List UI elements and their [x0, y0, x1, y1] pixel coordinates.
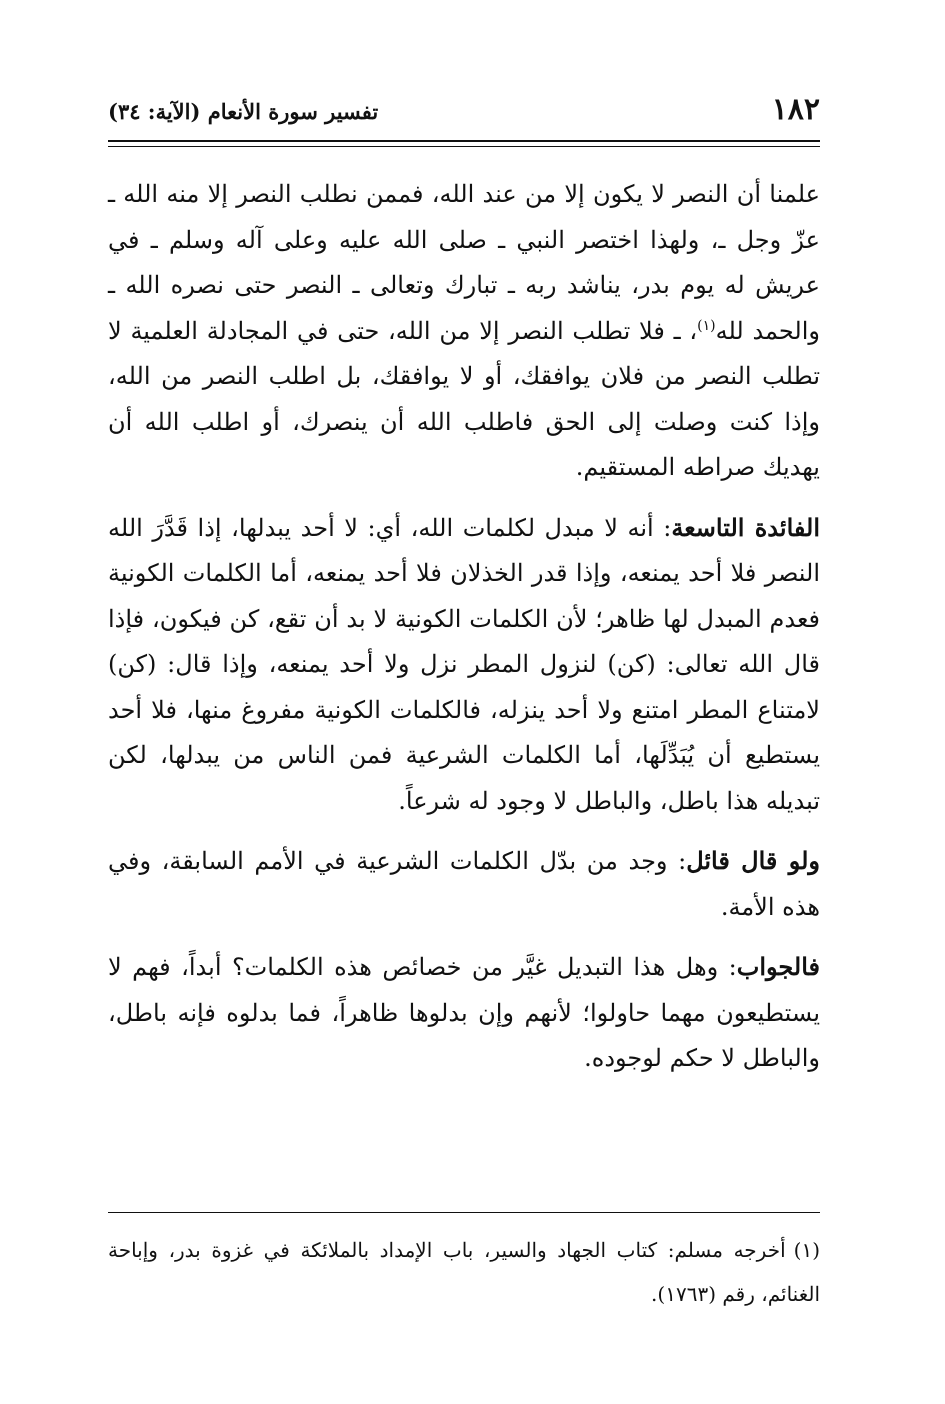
paragraph-1-text: علمنا أن النصر لا يكون إلا من عند الله، فممن نطلب النصر إلا منه الله ـ عزّ وجل ـ، ولهذا اختصر النبي ـ صلى الله عليه وعلى آله وسلم ـ في عريش له يوم بدر، يناشد ربه ـ تبارك وتعالى ـ النصر حتى نصره الله ـ والحمد لله — [108, 180, 820, 345]
page-header — [108, 92, 820, 136]
header-rule-top — [108, 140, 820, 142]
footnote-reference: (١) — [697, 317, 716, 334]
paragraph-1-text-cont: ، ـ فلا تطلب النصر إلا من الله، حتى في المجادلة العلمية لا تطلب النصر من فلان يوافقك، أو لا يوافقك، بل اطلب النصر من الله، وإذا كنت وصلت إلى الحق فاطلب الله أن ينصرك، أو اطلب الله أن يهديك صراطه المستقيم. — [108, 316, 820, 481]
footnote-separator — [108, 1212, 820, 1213]
paragraph-4-lead: فالجواب — [736, 952, 820, 981]
paragraph-2 — [108, 505, 820, 825]
paragraph-3-lead: ولو قال قائل — [686, 846, 821, 875]
running-title: تفسير سورة الأنعام (الآية: ٣٤) — [108, 99, 379, 124]
main-text — [108, 172, 820, 1096]
paragraph-4 — [108, 944, 820, 1082]
paragraph-2-lead: الفائدة التاسعة — [671, 512, 820, 542]
header-rule-bottom — [108, 146, 820, 147]
page-number: ١٨٢ — [771, 92, 820, 127]
paragraph-3 — [108, 838, 820, 930]
footnote — [108, 1228, 820, 1316]
footnote-marker: (١) — [793, 1238, 820, 1262]
paragraph-2-text: : أنه لا مبدل لكلمات الله، أي: لا أحد يبدلها، إذا قَدَّرَ الله النصر فلا أحد يمنعه، وإذا قدر الخذلان فلا أحد يمنعه، أما الكلمات الكونية فعدم المبدل لها ظاهر؛ لأن الكلمات الكونية لا بد أن تقع، كن فيكون، فإذا قال الله تعالى: (كن) لنزول المطر نزل ولا أحد يمنعه، وإذا قال: (كن) لامتناع المطر امتنع ولا أحد ينزله، فالكلمات الكونية مفروغ منها، فلا أحد يستطيع أن يُبَدِّلَها، أما الكلمات الشرعية فمن الناس من يبدلها، لكن تبديله هذا باطل، والباطل لا وجود له شرعاً. — [108, 513, 820, 815]
footnote-text: أخرجه مسلم: كتاب الجهاد والسير، باب الإمداد بالملائكة في غزوة بدر، وإباحة الغنائم، رقم (١٧٦٣). — [108, 1238, 820, 1306]
paragraph-4-text: : وهل هذا التبديل غيَّر من خصائص هذه الكلمات؟ أبداً، فهم لا يستطيعون مهما حاولوا؛ لأنهم وإن بدلوها ظاهراً، فما بدلوه فإنه باطل، والباطل لا حكم لوجوده. — [108, 953, 820, 1072]
paragraph-3-text: : وجد من بدّل الكلمات الشرعية في الأمم السابقة، وفي هذه الأمة. — [108, 847, 820, 921]
paragraph-1 — [108, 172, 820, 491]
